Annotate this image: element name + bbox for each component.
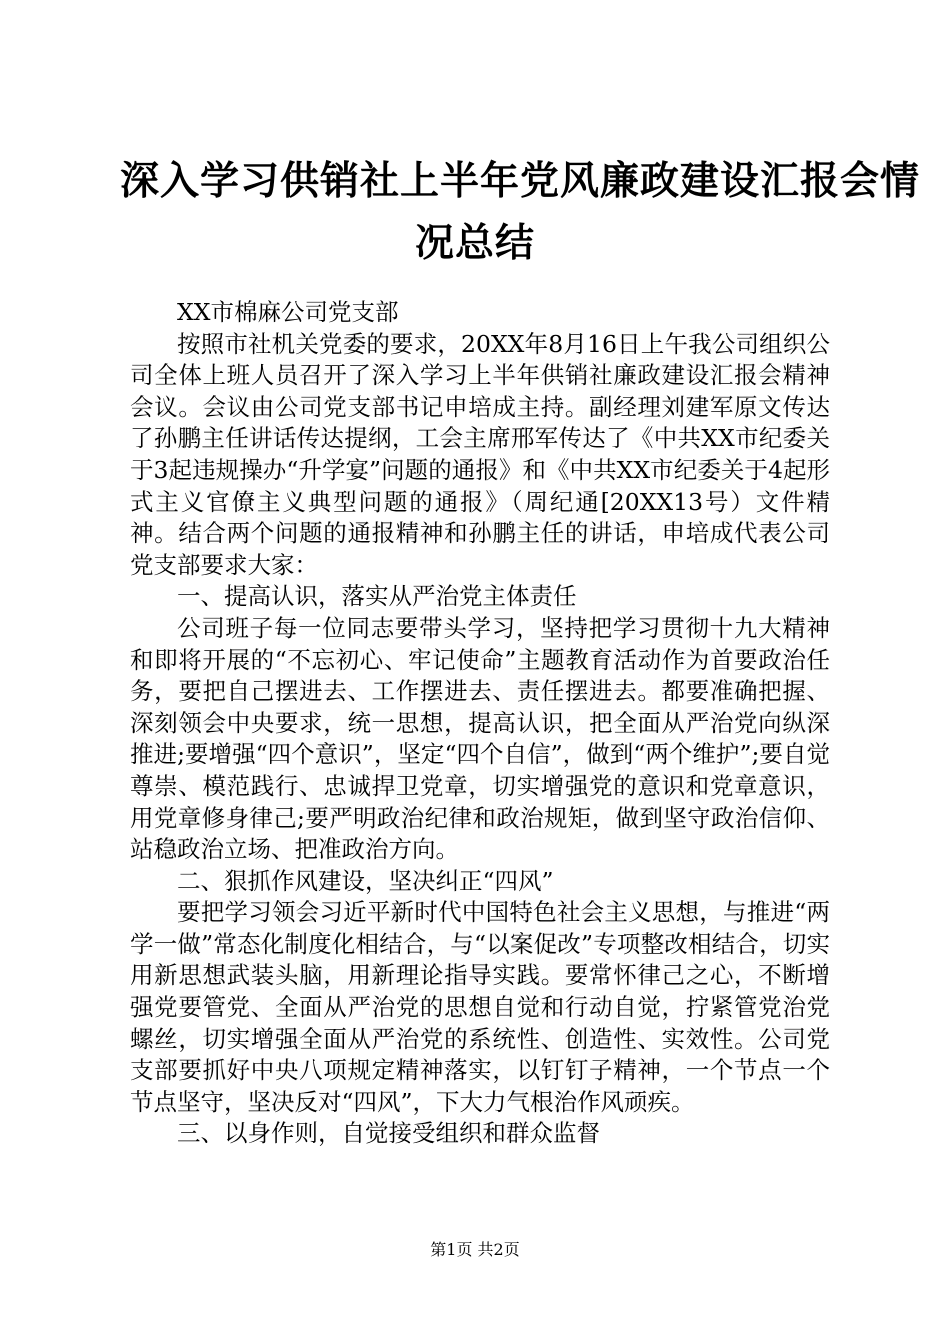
section-paragraph-1: 公司班子每一位同志要带头学习，坚持把学习贯彻十九大精神和即将开展的“不忘初心、牢记使命”主题教育活动作为首要政治任务，要把自己摆进去、工作摆进去、责任摆进去。都要准确把握、深刻领会中央要求，统一思想，提高认识，把全面从严治党向纵深推进;要增强“四个意识”，坚定“四个自信”，做到“两个维护”;要自觉尊崇、模范践行、忠诚捍卫党章，切实增强党的意识和党章意识，用党章修身律己;要严明政治纪律和政治规矩，做到坚守政治信仰、站稳政治立场、把准政治方向。	[130, 613, 830, 864]
document-title-line-2: 况总结	[414, 220, 535, 266]
section-heading-3: 三、以身作则，自觉接受组织和群众监督	[177, 1119, 600, 1148]
document-body	[130, 297, 830, 1150]
organization-line: XX市棉麻公司党支部	[177, 298, 399, 326]
document-title-line-1: 深入学习供销社上半年党风廉政建设汇报会情	[120, 158, 921, 204]
section-heading-1: 一、提高认识，落实从严治党主体责任	[177, 582, 577, 611]
intro-paragraph: 按照市社机关党委的要求，20XX年8月16日上午我公司组织公司全体上班人员召开了深入学习上半年供销社廉政建设汇报会精神会议。会议由公司党支部书记申培成主持。副经理刘建军原文传达了孙鹏主任讲话传达提纲，工会主席邢军传达了《中共XX市纪委关于3起违规操办“升学宴”问题的通报》和《中共XX市纪委关于4起形式主义官僚主义典型问题的通报》（周纪通[20XX13号）文件精神。结合两个问题的通报精神和孙鹏主任的讲话，申培成代表公司党支部要求大家：	[130, 329, 830, 579]
section-heading-2: 二、狠抓作风建设，坚决纠正“四风”	[177, 866, 554, 895]
section-paragraph-2: 要把学习领会习近平新时代中国特色社会主义思想，与推进“两学一做”常态化制度化相结合，与“以案促改”专项整改相结合，切实用新思想武装头脑，用新理论指导实践。要常怀律己之心，不断增强党要管党、全面从严治党的思想自觉和行动自觉，拧紧管党治党螺丝，切实增强全面从严治党的系统性、创造性、实效性。公司党支部要抓好中央八项规定精神落实，以钉钉子精神，一个节点一个节点坚守，坚决反对“四风”，下大力气根治作风顽疾。	[130, 898, 830, 1116]
page-footer: 第1页 共2页	[430, 1240, 520, 1259]
